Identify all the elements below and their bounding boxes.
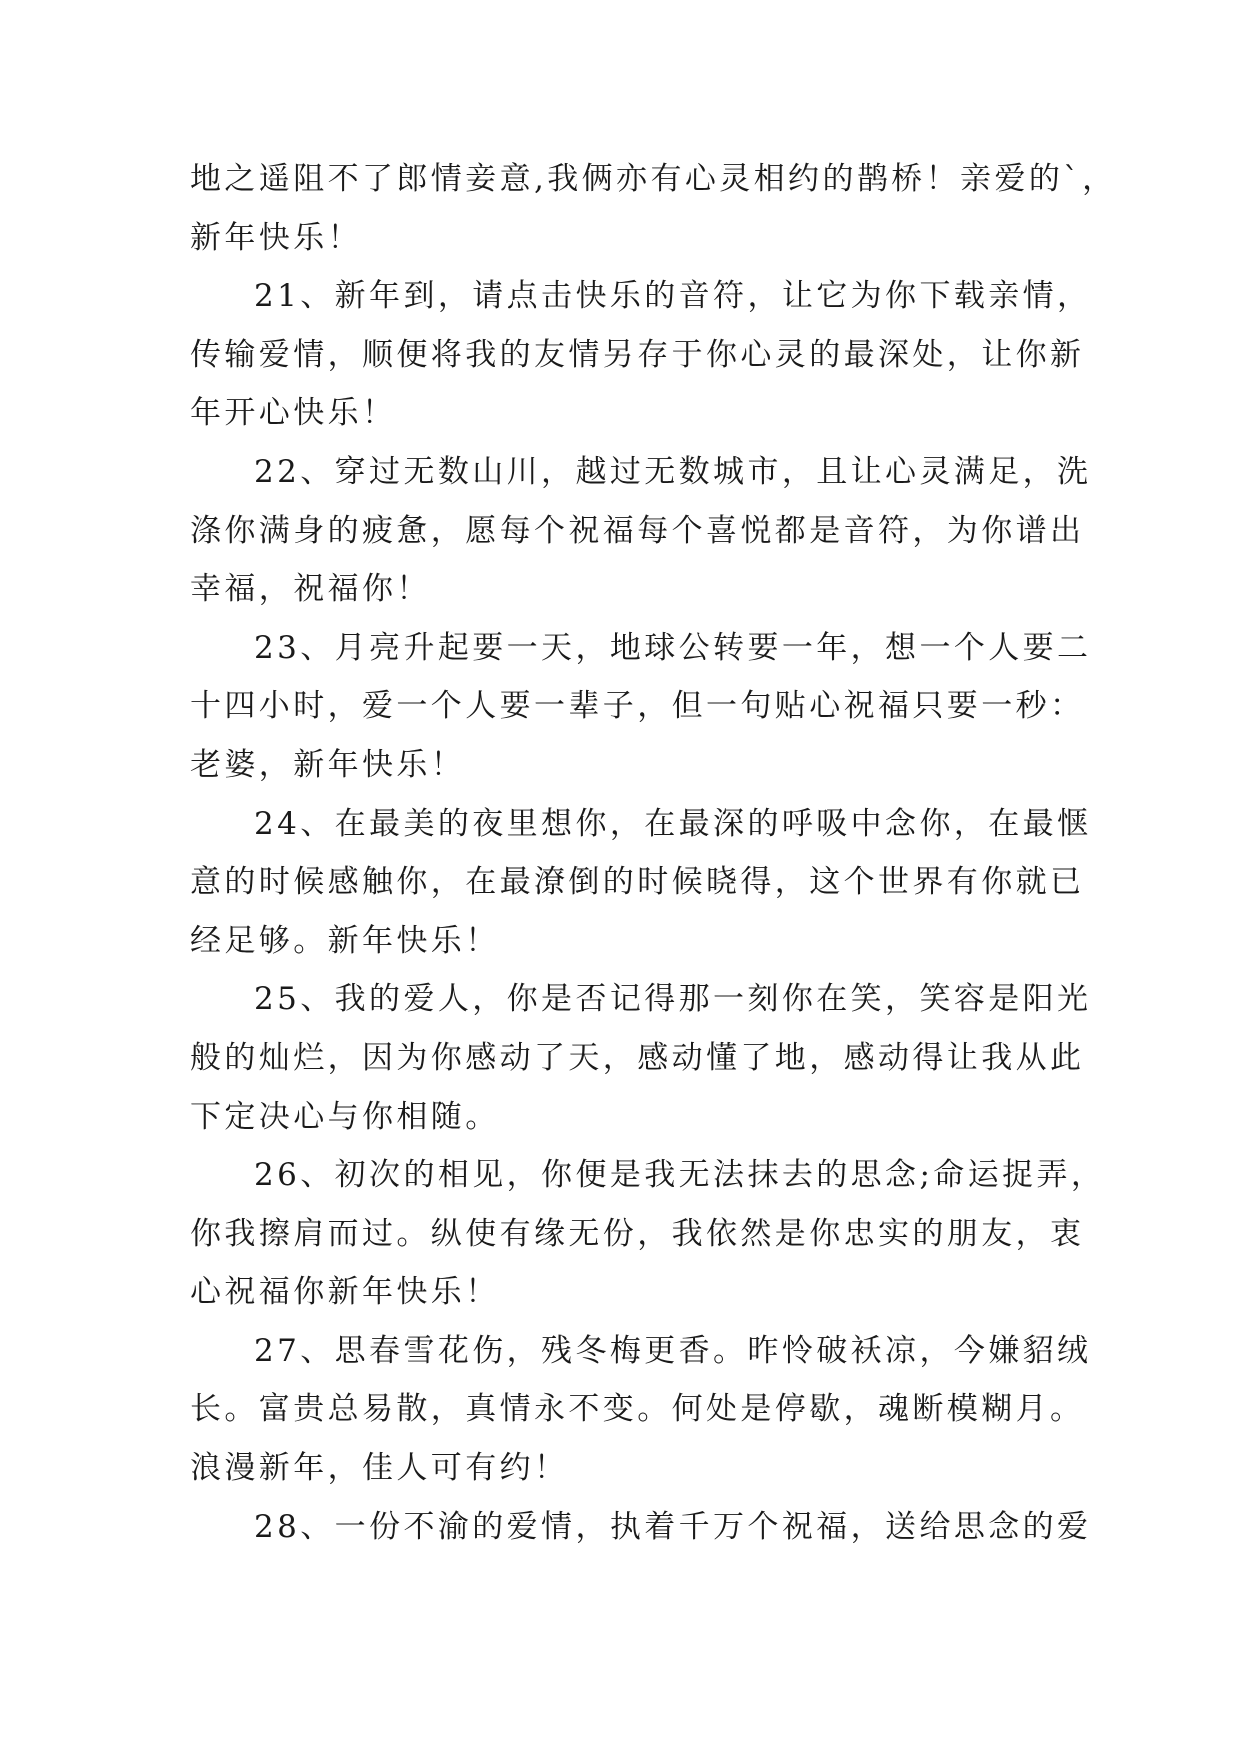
text-line: 年开心快乐！ [190, 395, 397, 432]
text-line: 下定决心与你相随。 [190, 1098, 500, 1135]
paragraph-24 [190, 795, 1092, 971]
text-line: 22、穿过无数山川，越过无数城市，且让心灵满足，洗 [254, 453, 1092, 490]
text-line: 老婆，新年快乐！ [190, 746, 466, 783]
text-line: 25、我的爱人，你是否记得那一刻你在笑，笑容是阳光 [254, 981, 1092, 1018]
text-line: 心祝福你新年快乐！ [190, 1274, 500, 1311]
paragraph-continued [190, 150, 1117, 267]
text-line: 般的灿烂，因为你感动了天，感动懂了地，感动得让我从此 [190, 1039, 1085, 1076]
paragraph-22 [190, 443, 1092, 619]
text-line: 新年快乐！ [190, 219, 362, 256]
text-line: 21、新年到，请点击快乐的音符，让它为你下载亲情， [254, 278, 1092, 315]
text-line: 长。富贵总易散，真情永不变。何处是停歇，魂断模糊月。 [190, 1391, 1085, 1428]
paragraph-25 [190, 970, 1092, 1146]
paragraph-21 [190, 267, 1092, 443]
text-line: 26、初次的相见，你便是我无法抹去的思念;命运捉弄， [254, 1157, 1106, 1194]
text-line: 你我擦肩而过。纵使有缘无份，我依然是你忠实的朋友，衷 [190, 1215, 1085, 1252]
text-line: 27、思春雪花伤，残冬梅更香。昨怜破袄凉，今嫌貂绒 [254, 1332, 1092, 1369]
text-line: 涤你满身的疲惫，愿每个祝福每个喜悦都是音符，为你谱出 [190, 512, 1085, 549]
text-line: 地之遥阻不了郎情妾意,我俩亦有心灵相约的鹊桥！亲爱的`， [190, 161, 1117, 197]
text-line: 传输爱情，顺便将我的友情另存于你心灵的最深处，让你新 [190, 336, 1085, 373]
text-line: 经足够。新年快乐！ [190, 922, 500, 959]
text-line: 28、一份不渝的爱情，执着千万个祝福，送给思念的爱 [254, 1508, 1092, 1545]
text-line: 幸福，祝福你！ [190, 571, 431, 608]
text-line: 十四小时，爱一个人要一辈子，但一句贴心祝福只要一秒： [190, 688, 1085, 725]
paragraph-28 [190, 1498, 1092, 1557]
paragraph-26 [190, 1146, 1106, 1322]
text-line: 浪漫新年，佳人可有约！ [190, 1450, 569, 1487]
document-body [190, 150, 1117, 1556]
text-line: 24、在最美的夜里想你，在最深的呼吸中念你，在最惬 [254, 805, 1092, 842]
text-line: 意的时候感触你，在最潦倒的时候晓得，这个世界有你就已 [190, 864, 1085, 901]
text-line: 23、月亮升起要一天，地球公转要一年，想一个人要二 [254, 629, 1092, 666]
paragraph-23 [190, 619, 1092, 795]
paragraph-27 [190, 1322, 1092, 1498]
